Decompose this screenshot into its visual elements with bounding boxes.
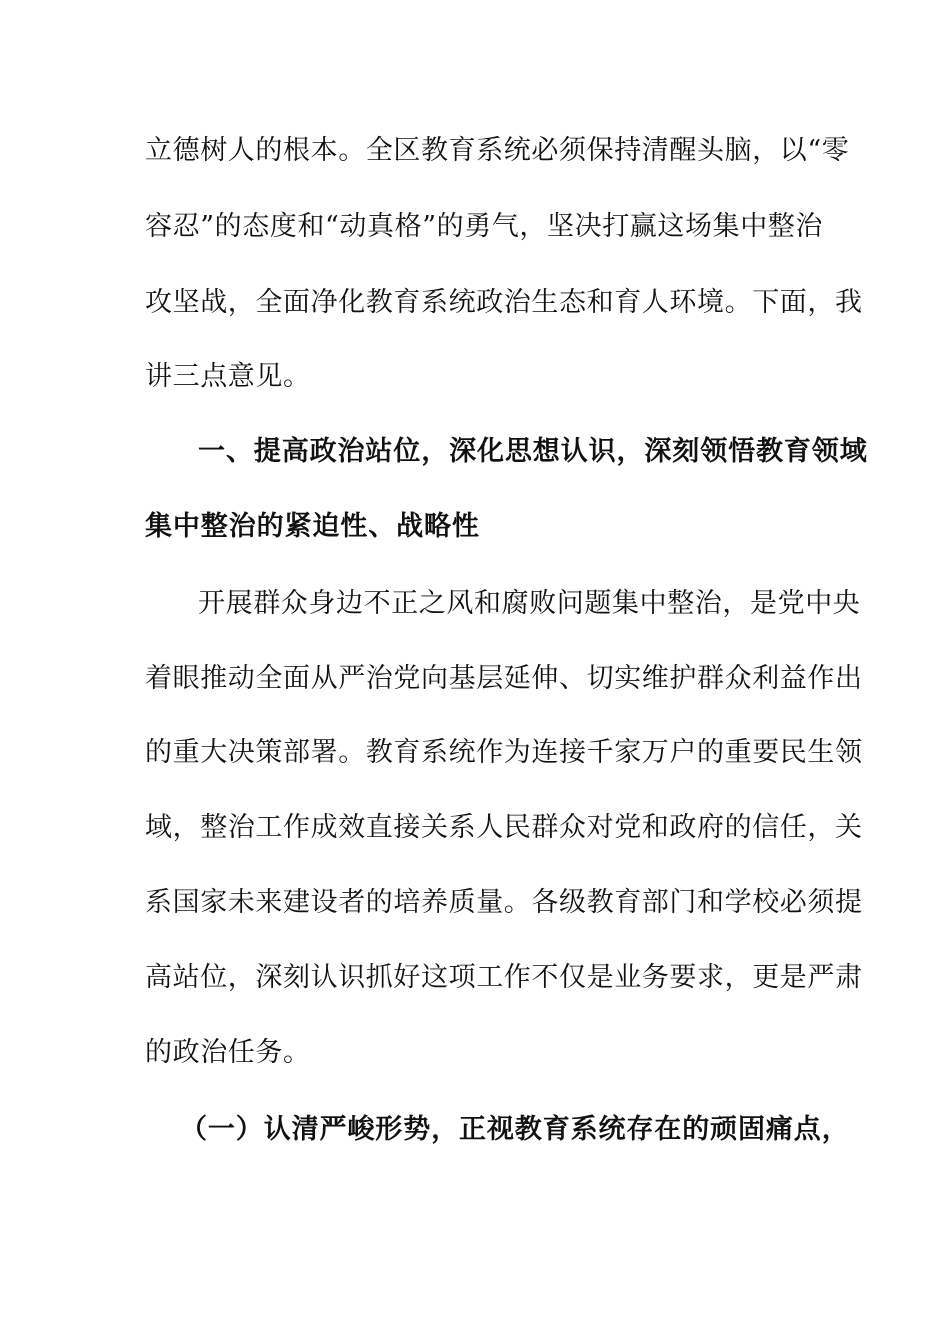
intro-line-2: 容忍”的态度和“动真格”的勇气，坚决打赢这场集中整治 bbox=[145, 211, 824, 242]
section-heading-line-1: 一、提高政治站位，深化思想认识，深刻领悟教育领域 bbox=[198, 436, 868, 467]
paragraph-line-2: 着眼推动全面从严治党向基层延伸、切实维护群众利益作出 bbox=[145, 663, 863, 694]
paragraph-line-3: 的重大决策部署。教育系统作为连接千家万户的重要民生领 bbox=[145, 737, 863, 768]
subsection-heading: （一）认清严峻形势，正视教育系统存在的顽固痛点， bbox=[180, 1114, 850, 1145]
intro-line-4: 讲三点意见。 bbox=[145, 361, 311, 392]
paragraph-line-5: 系国家未来建设者的培养质量。各级教育部门和学校必须提 bbox=[145, 887, 863, 918]
intro-line-1: 立德树人的根本。全区教育系统必须保持清醒头脑，以“零 bbox=[145, 135, 850, 166]
paragraph-line-1: 开展群众身边不正之风和腐败问题集中整治，是党中央 bbox=[198, 588, 861, 619]
paragraph-line-4: 域，整治工作成效直接关系人民群众对党和政府的信任，关 bbox=[145, 812, 863, 843]
intro-line-3: 攻坚战，全面净化教育系统政治生态和育人环境。下面，我 bbox=[145, 287, 863, 318]
paragraph-line-7: 的政治任务。 bbox=[145, 1037, 311, 1068]
section-heading-line-2: 集中整治的紧迫性、战略性 bbox=[145, 511, 480, 542]
paragraph-line-6: 高站位，深刻认识抓好这项工作不仅是业务要求，更是严肃 bbox=[145, 962, 863, 993]
